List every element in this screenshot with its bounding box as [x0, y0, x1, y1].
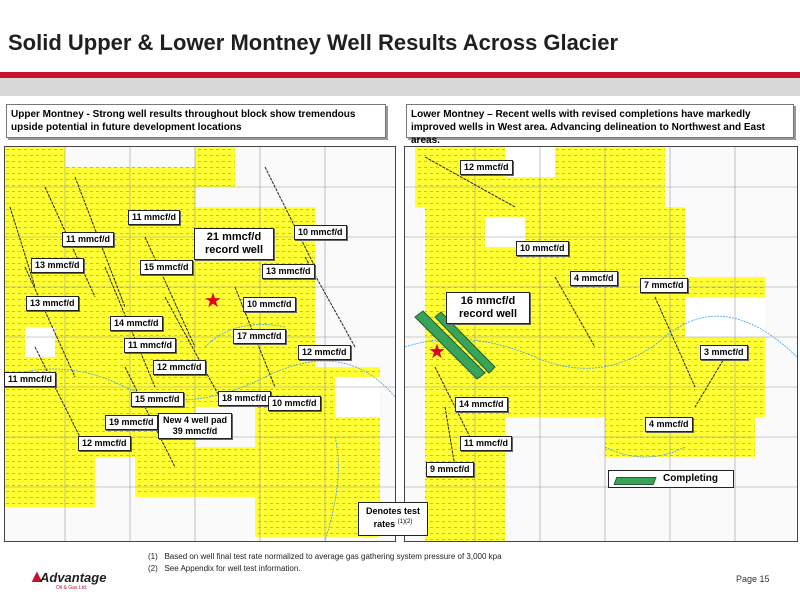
callout-well-rate: 11 mmcf/d	[460, 436, 512, 451]
callout-well-rate: 11 mmcf/d	[4, 372, 56, 387]
callout-well-rate: 4 mmcf/d	[645, 417, 693, 432]
callout-well-rate: 15 mmcf/d	[140, 260, 193, 275]
upper-montney-map-canvas	[5, 147, 395, 541]
footnote-text: Based on well final test rate normalized to average gas gathering system pressure of 3,000 kpa	[164, 552, 502, 561]
callout-well-rate: 10 mmcf/d	[243, 297, 296, 312]
completing-legend	[608, 470, 734, 488]
callout-well-rate: 18 mmcf/d	[218, 391, 271, 406]
callout-well-rate: 12 mmcf/d	[78, 436, 131, 451]
logo-name: Advantage	[40, 570, 107, 585]
legend-line-2	[359, 517, 427, 530]
callout-well-rate: 10 mmcf/d	[516, 241, 569, 256]
callout-well-rate: 11 mmcf/d	[128, 210, 180, 225]
callout-well-rate: 7 mmcf/d	[640, 278, 688, 293]
callout-record-well-lower: 16 mmcf/d record well	[446, 292, 530, 324]
upper-montney-map[interactable]	[4, 146, 396, 542]
logo-mark-icon: ▲	[28, 566, 46, 586]
callout-well-rate: 10 mmcf/d	[268, 396, 321, 411]
callout-well-rate: 14 mmcf/d	[110, 316, 163, 331]
lower-montney-header: Lower Montney – Recent wells with revised completions have markedly improved wells in West area. Advancing delineation to Northwest and East areas.	[406, 104, 794, 138]
record-well-star-icon: ★	[428, 341, 446, 363]
callout-well-rate: 3 mmcf/d	[700, 345, 748, 360]
callout-well-rate: 10 mmcf/d	[294, 225, 347, 240]
callout-new-well-pad: New 4 well pad 39 mmcf/d	[158, 413, 232, 439]
subheader-band	[0, 78, 800, 96]
callout-well-rate: 13 mmcf/d	[31, 258, 84, 273]
completing-label: Completing	[663, 473, 718, 484]
callout-well-rate: 13 mmcf/d	[262, 264, 315, 279]
callout-well-rate: 12 mmcf/d	[298, 345, 351, 360]
footnote-text: See Appendix for well test information.	[164, 564, 301, 573]
callout-well-rate: 15 mmcf/d	[131, 392, 184, 407]
legend-footnote-ref: (1)(2)	[397, 519, 413, 525]
footnote-number: (2)	[148, 564, 158, 573]
lower-montney-map[interactable]	[404, 146, 798, 542]
callout-well-rate: 11 mmcf/d	[62, 232, 114, 247]
callout-well-rate: 19 mmcf/d	[105, 415, 158, 430]
footnote-number: (1)	[148, 552, 158, 561]
callout-well-rate: 9 mmcf/d	[426, 462, 474, 477]
test-rates-legend	[358, 502, 428, 536]
callout-well-rate: 4 mmcf/d	[570, 271, 618, 286]
footnote-2	[148, 564, 301, 573]
page-number: Page 15	[736, 574, 770, 584]
callout-record-well-upper: 21 mmcf/d record well	[194, 228, 274, 260]
legend-line-1: Denotes test	[365, 506, 420, 516]
upper-montney-header: Upper Montney - Strong well results throughout block show tremendous upside potential in future development locations	[6, 104, 386, 138]
lower-montney-map-canvas	[405, 147, 797, 541]
record-well-star-icon: ★	[204, 290, 222, 312]
callout-well-rate: 12 mmcf/d	[153, 360, 206, 375]
page-title: Solid Upper & Lower Montney Well Results Across Glacier	[8, 30, 619, 55]
legend-rates-text: rates	[373, 519, 396, 529]
footnote-1	[148, 552, 502, 561]
callout-well-rate: 13 mmcf/d	[26, 296, 79, 311]
callout-well-rate: 14 mmcf/d	[455, 397, 508, 412]
callout-well-rate: 11 mmcf/d	[124, 338, 176, 353]
completing-well-icon	[614, 477, 657, 485]
callout-well-rate: 17 mmcf/d	[233, 329, 286, 344]
logo-subtitle: Oil & Gas Ltd.	[56, 585, 88, 591]
callout-well-rate: 12 mmcf/d	[460, 160, 513, 175]
